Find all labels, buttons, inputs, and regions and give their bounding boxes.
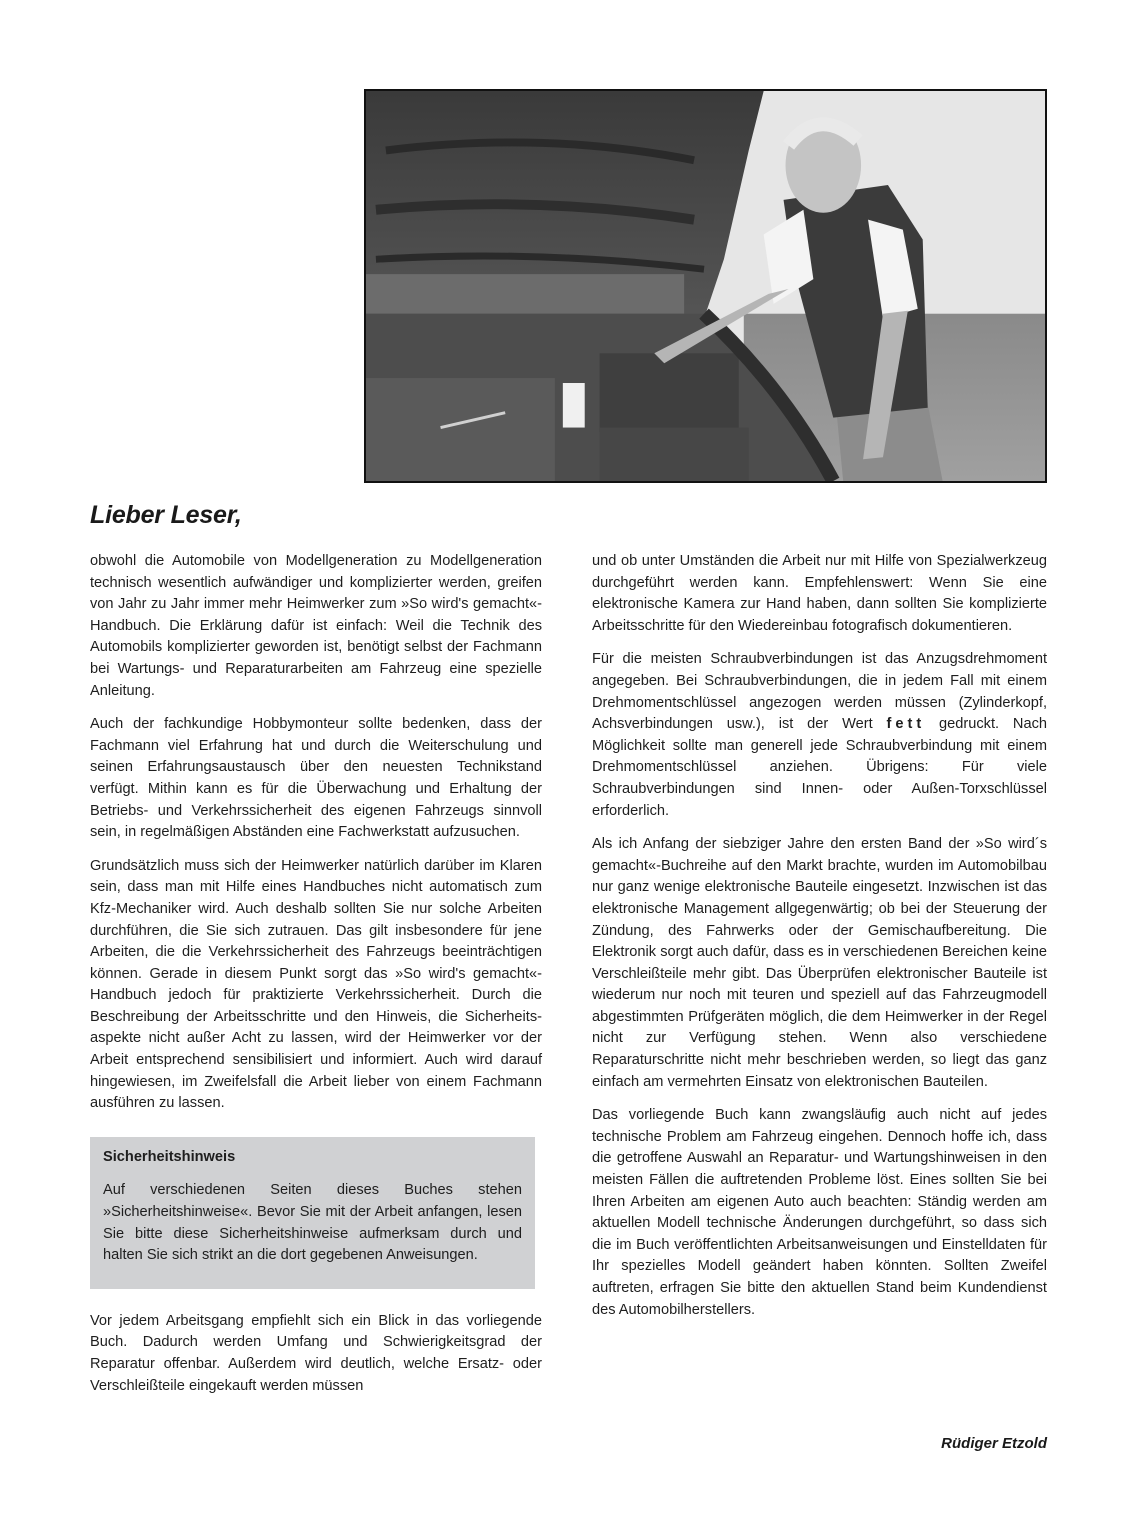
paragraph: und ob unter Umständen die Arbeit nur mit Hilfe von Spezialwerkzeug durchgeführt werden kann. Empfehlenswert: Wenn Sie eine elektronische Kamera zur Hand haben, dann sollten Sie komplizierte Arbeitsschritte für den Wiedereinbau fotografisch dokumentieren. [592,553,1047,634]
bold-word-fett: fett [886,716,926,733]
paragraph: Vor jedem Arbeitsgang empfiehlt sich ein Blick in das vorliegende Buch. Dadurch werden Umfang und Schwierigkeitsgrad der Reparatur offenbar. Außerdem wird deutlich, welche Ersatz- oder Verschleißteile eingekauft werden müssen [90,1312,542,1394]
text-run: gedruckt. Nach Möglichkeit sollte man generell jede Schraubverbindung mit einem Drehmomentschlüssel anziehen. Übrigens: Für viele Schraubverbindungen sind Innen- oder Außen-Torxschlüssel erforderlich. [592,716,1047,819]
paragraph: Das vorliegende Buch kann zwangsläufig auch nicht auf jedes technische Problem am Fahrzeug eingehen. Dennoch hoffe ich, dass die getroffene Auswahl an Reparatur- und Wartungshinweisen in den meisten Fällen die auftretenden Probleme löst. Eines sollten Sie bei Ihren Arbeiten am eigenen Auto auch beachten: Ständig werden am aktuellen Modell technische Änderungen durchgeführt, so dass sich die im Buch veröffentlichten Arbeitsanweisungen und Einstelldaten für Ihr spezielles Modell geändert haben könnten. Sollten Zweifel auftreten, erfragen Sie bitte den aktuellen Stand beim Kundendienst des Automobilherstellers. [592,1107,1047,1318]
paragraph: Grundsätzlich muss sich der Heimwerker natürlich darüber im Klaren sein, dass man mit Hilfe eines Handbuches nicht automatisch zum Kfz-Mechaniker wird. Auch deshalb sollten Sie nur solche Arbeiten durchführen, die Sie sich zutrauen. Das gilt insbesondere für jene Arbeiten, die die Verkehrssicherheit des Fahrzeugs beeinträchtigen können. Gerade in diesem Punkt sorgt das »So wird's gemacht«-Handbuch jedoch für praktizierte Verkehrssicherheit. Durch die Beschreibung der Arbeitsschritte und den Hinweis, die Sicherheitsaspekte nicht außer Acht zu lassen, wird der Heimwerker vor der Arbeit entsprechend sensibilisiert und informiert. Auch wird darauf hingewiesen, im Zweifelsfall die Arbeit lieber von einem Fachmann ausführen zu lassen. [90,857,542,1112]
safety-notice-body: Auf verschiedenen Seiten dieses Buches stehen »Sicherheitshinweise«. Bevor Sie mit der Arbeit anfangen, lesen Sie bitte diese Sicherheitshinweise aufmerksam durch und halten Sie sich strikt an die dort gegebenen Anweisungen. [103,1182,522,1264]
author-signature: Rüdiger Etzold [941,1435,1047,1452]
paragraph: Auch der fachkundige Hobbymonteur sollte bedenken, dass der Fachmann viel Erfahrung hat und durch die Weiterschulung und seinen Erfahrungsaustausch über den neuesten Technikstand verfügt. Mithin kann es für die Überwachung und Erhaltung der Betriebs- und Verkehrssicherheit des eigenen Fahrzeugs sinnvoll sein, in regelmäßigen Abständen eine Fachwerkstatt aufzusuchen. [90,716,542,841]
letter-greeting-heading: Lieber Leser, [90,501,242,529]
safety-notice-box [90,1137,535,1289]
photo-illustration [366,91,1045,481]
paragraph: obwohl die Automobile von Modellgeneration zu Modellgeneration technisch wesentlich aufwändiger und komplizierter werden, greifen von Jahr zu Jahr immer mehr Heimwerker zum »So wird's gemacht«-Handbuch. Die Erklärung dafür ist einfach: Weil die Technik des Automobils komplizierter geworden ist, benötigt selbst der Fachmann bei Wartungs- und Reparaturarbeiten am Fahrzeug eine spezielle Anleitung. [90,553,542,699]
right-text-column [592,551,1047,1321]
paragraph: Als ich Anfang der siebziger Jahre den ersten Band der »So wird´s gemacht«-Buchreihe auf den Markt brachte, wurden im Automobilbau nur ganz wenige elektronische Bauteile eingesetzt. Inzwischen ist das elektronische Management allgegenwärtig; ob bei der Steuerung der Zündung, des Fahrwerks oder der Gemischaufbereitung. Die Elektronik sorgt auch dafür, dass es in verschiedenen Bereichen keine Verschleißteile mehr gibt. Das Überprüfen elektronischer Bauteile ist wiederum nur noch mit teuren und speziell auf das Fahrzeugmodell abgestimmten Prüfgeräten möglich, die dem Heimwerker in der Regel nicht zur Verfügung stehen. Wenn also verschiedene Reparaturschritte nicht mehr beschrieben werden, so liegt das ganz einfach am vermehrten Einsatz von elektronischen Bauteilen. [592,836,1047,1090]
safety-notice-title: Sicherheitshinweis [103,1148,236,1165]
left-text-column [90,551,542,1397]
text-run: Für die meisten Schraubverbindungen ist das Anzugsdrehmoment angegeben. Bei Schraubverbindungen, die in jedem Fall mit einem Drehmomentschlüssel angezogen werden müssen (Zylinderkopf, Achsverbindungen usw.), ist der Wert [592,651,1047,733]
photo-man-inspecting-engine [364,89,1047,483]
paragraph-torque [592,649,1047,822]
